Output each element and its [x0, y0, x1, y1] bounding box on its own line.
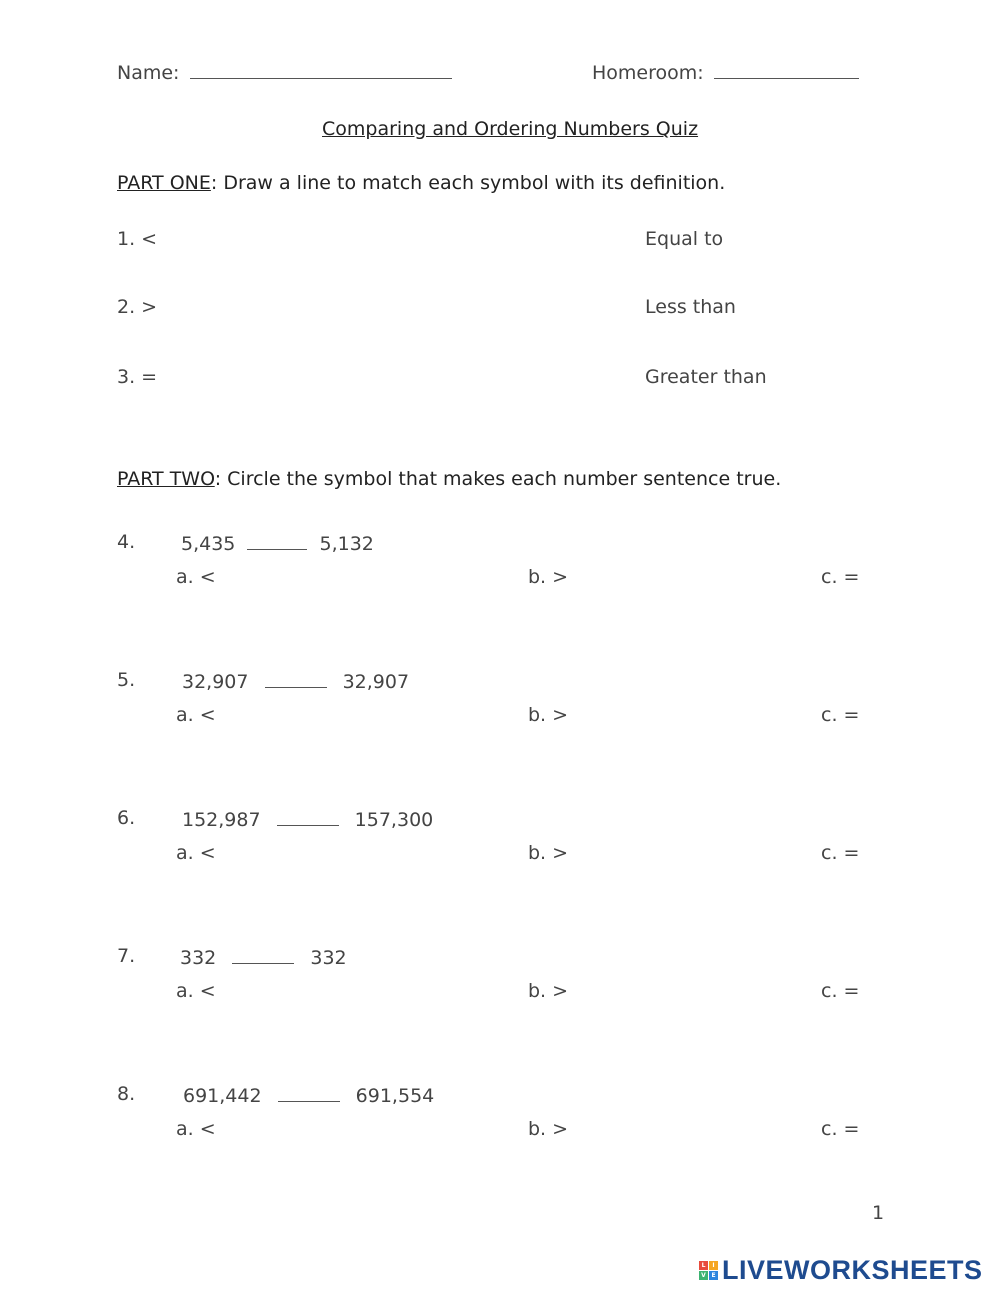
number-sentence: 32,907 32,907	[182, 671, 410, 693]
name-blank[interactable]	[190, 60, 452, 79]
part-two-heading: PART TWO: Circle the symbol that makes each number sentence true.	[117, 468, 782, 490]
definition-item[interactable]: Equal to	[645, 228, 724, 250]
liveworksheets-logo	[699, 1255, 983, 1286]
answer-blank	[277, 807, 339, 826]
name-label: Name:	[117, 60, 452, 84]
choice-b[interactable]: b. >	[528, 704, 569, 726]
choice-a[interactable]: a. <	[176, 704, 216, 726]
answer-blank	[232, 945, 294, 964]
choice-c[interactable]: c. =	[821, 566, 860, 588]
logo-blocks-icon	[699, 1261, 718, 1280]
definition-item[interactable]: Less than	[645, 296, 736, 318]
logo-letter: I	[709, 1261, 718, 1270]
number-sentence: 332 332	[180, 947, 347, 969]
answer-blank	[247, 531, 307, 550]
choice-a[interactable]: a. <	[176, 1118, 216, 1140]
choice-c[interactable]: c. =	[821, 980, 860, 1002]
symbol-item[interactable]: 3. =	[117, 366, 158, 388]
choice-c[interactable]: c. =	[821, 1118, 860, 1140]
choice-a[interactable]: a. <	[176, 566, 216, 588]
logo-letter: E	[709, 1271, 718, 1280]
answer-blank	[278, 1083, 340, 1102]
question-number: 5.	[117, 669, 136, 691]
choice-b[interactable]: b. >	[528, 566, 569, 588]
symbol-item[interactable]: 2. >	[117, 296, 158, 318]
question-number: 8.	[117, 1083, 136, 1105]
choice-c[interactable]: c. =	[821, 704, 860, 726]
number-sentence: 5,435 5,132	[181, 533, 374, 555]
number-sentence: 152,987 157,300	[182, 809, 434, 831]
page-number: 1	[872, 1202, 885, 1224]
logo-text: LIVEWORKSHEETS	[722, 1255, 983, 1285]
definition-item[interactable]: Greater than	[645, 366, 767, 388]
question-number: 4.	[117, 531, 136, 553]
choice-a[interactable]: a. <	[176, 842, 216, 864]
logo-letter: L	[699, 1261, 708, 1270]
choice-a[interactable]: a. <	[176, 980, 216, 1002]
choice-c[interactable]: c. =	[821, 842, 860, 864]
question-number: 7.	[117, 945, 136, 967]
choice-b[interactable]: b. >	[528, 1118, 569, 1140]
homeroom-blank[interactable]	[714, 60, 859, 79]
choice-b[interactable]: b. >	[528, 842, 569, 864]
number-sentence: 691,442 691,554	[183, 1085, 435, 1107]
page-title: Comparing and Ordering Numbers Quiz	[322, 118, 699, 140]
homeroom-label: Homeroom:	[592, 60, 859, 84]
question-number: 6.	[117, 807, 136, 829]
choice-b[interactable]: b. >	[528, 980, 569, 1002]
answer-blank	[265, 669, 327, 688]
logo-letter: V	[699, 1271, 708, 1280]
part-one-heading: PART ONE: Draw a line to match each symbol with its definition.	[117, 172, 726, 194]
symbol-item[interactable]: 1. <	[117, 228, 158, 250]
